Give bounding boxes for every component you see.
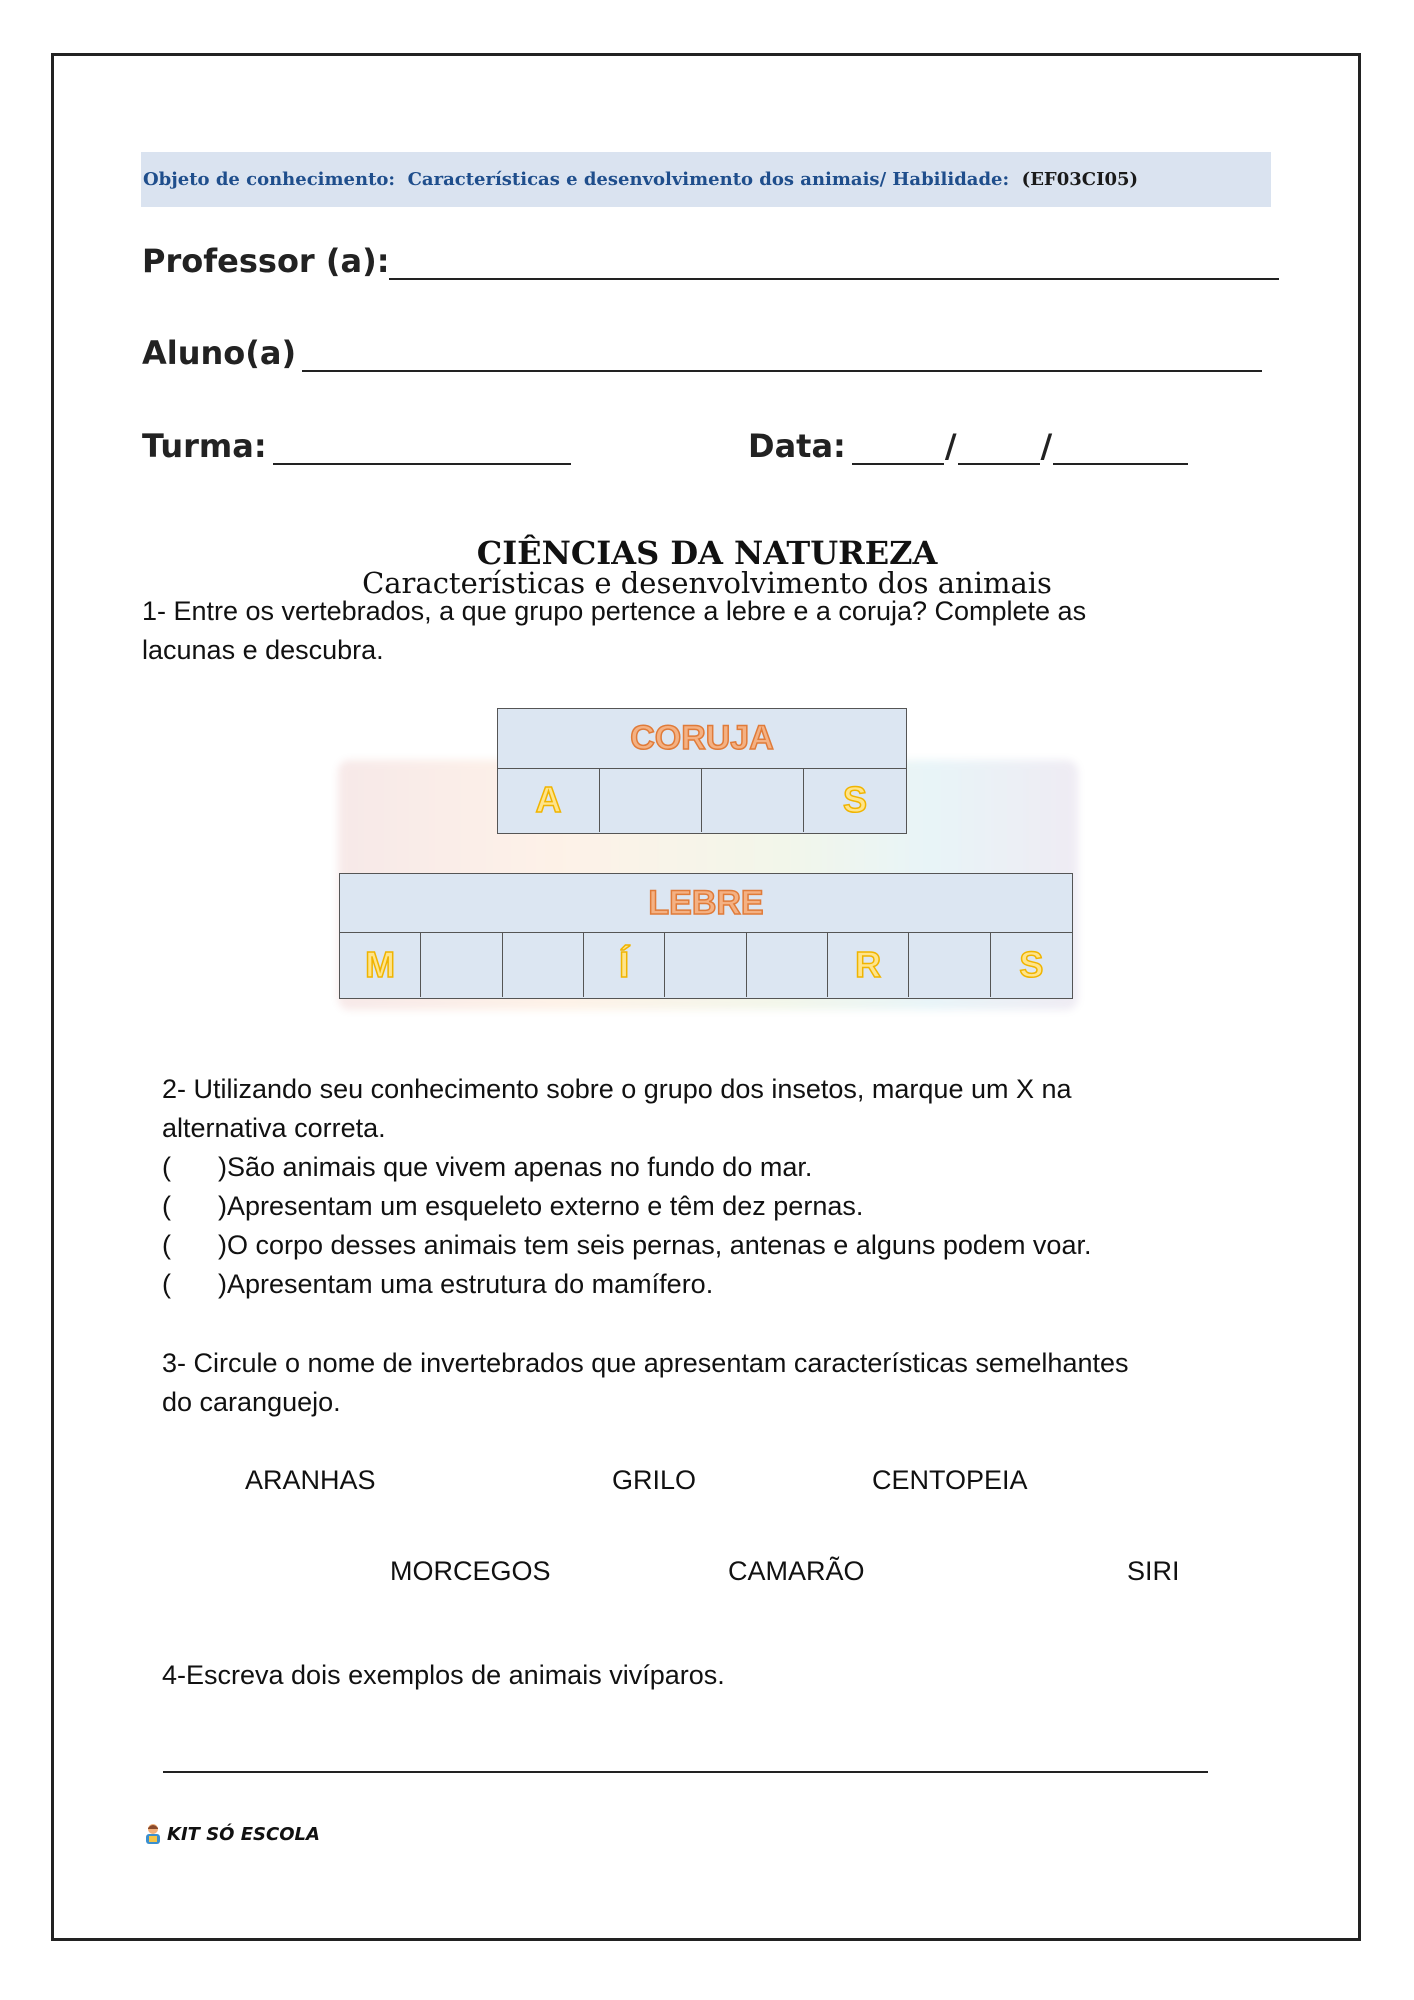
page-title: CIÊNCIAS DA NATUREZA: [476, 534, 938, 572]
data-separator: /: [944, 427, 957, 465]
letter-cell[interactable]: [702, 768, 804, 832]
option-1[interactable]: [162, 1148, 812, 1187]
letter-cell: M: [340, 932, 421, 997]
question-2: [162, 1070, 1072, 1148]
school-kid-icon: [143, 1823, 163, 1845]
aluno-label: Aluno(a): [142, 334, 297, 372]
option-text: )Apresentam uma estrutura do mamífero.: [218, 1269, 714, 1299]
letter-cell: A: [498, 768, 600, 832]
letter-cell[interactable]: [747, 932, 828, 997]
question-1-text: 1- Entre os vertebrados, a que grupo pertence a lebre e a coruja? Complete as: [142, 596, 1087, 626]
professor-label: Professor (a):: [142, 242, 390, 280]
coruja-grid: [497, 708, 907, 834]
question-1: [142, 592, 1086, 670]
letter-cell: Í: [584, 932, 665, 997]
objeto-banner: [141, 152, 1271, 207]
habilidade-code: (EF03CI05): [1021, 169, 1139, 190]
turma-label: Turma:: [142, 427, 267, 465]
letter-cell[interactable]: [600, 768, 702, 832]
letter-cell[interactable]: [421, 932, 502, 997]
logo-text: KIT SÓ ESCOLA: [167, 1823, 320, 1845]
option-checkbox[interactable]: (: [162, 1152, 171, 1182]
option-4[interactable]: [162, 1265, 713, 1304]
option-checkbox[interactable]: (: [162, 1191, 171, 1221]
letter-cell[interactable]: [503, 932, 584, 997]
professor-field: [142, 242, 1279, 280]
letter-cell: S: [842, 779, 867, 820]
question-4: 4-Escreva dois exemplos de animais vivíparos.: [162, 1660, 725, 1690]
option-checkbox[interactable]: (: [162, 1230, 171, 1260]
word-option[interactable]: CAMARÃO: [728, 1556, 865, 1586]
data-day-line[interactable]: [852, 433, 944, 465]
option-text: )Apresentam um esqueleto externo e têm dez pernas.: [218, 1191, 864, 1221]
data-separator: /: [1040, 427, 1053, 465]
word-option[interactable]: ARANHAS: [245, 1465, 376, 1495]
letter-cell[interactable]: [665, 932, 746, 997]
objeto-value: Características e desenvolvimento dos animais/: [407, 169, 887, 190]
word-option[interactable]: GRILO: [612, 1465, 697, 1495]
coruja-header: CORUJA: [498, 709, 906, 769]
question-3: [162, 1344, 1129, 1422]
answer-line[interactable]: [163, 1771, 1208, 1773]
lebre-header: LEBRE: [340, 874, 1072, 933]
letter-cell: R: [828, 932, 909, 997]
aluno-line[interactable]: [302, 340, 1262, 372]
turma-field: [142, 427, 571, 465]
professor-line[interactable]: [389, 248, 1279, 280]
option-checkbox[interactable]: (: [162, 1269, 171, 1299]
word-option[interactable]: SIRI: [1127, 1556, 1180, 1586]
page-subtitle: Características e desenvolvimento dos animais: [362, 566, 1052, 600]
data-field: [748, 427, 1188, 465]
objeto-label: Objeto de conhecimento:: [143, 169, 396, 190]
option-text: )O corpo desses animais tem seis pernas, antenas e alguns podem voar.: [218, 1230, 1092, 1260]
turma-line[interactable]: [273, 433, 571, 465]
data-label: Data:: [748, 427, 846, 465]
habilidade-label: Habilidade:: [892, 169, 1010, 190]
letter-cell[interactable]: [909, 932, 990, 997]
option-3[interactable]: [162, 1226, 1091, 1265]
question-1-text: lacunas e descubra.: [142, 635, 384, 665]
footer-logo: [143, 1823, 320, 1845]
option-text: )São animais que vivem apenas no fundo do mar.: [218, 1152, 813, 1182]
letter-cell: S: [1019, 944, 1044, 985]
word-option[interactable]: CENTOPEIA: [872, 1465, 1028, 1495]
data-month-line[interactable]: [958, 433, 1040, 465]
lebre-grid: [339, 873, 1073, 999]
data-year-line[interactable]: [1053, 433, 1188, 465]
question-3-text: 3- Circule o nome de invertebrados que apresentam características semelhantes: [162, 1348, 1129, 1378]
question-2-text: alternativa correta.: [162, 1113, 386, 1143]
question-2-text: 2- Utilizando seu conhecimento sobre o grupo dos insetos, marque um X na: [162, 1074, 1072, 1104]
option-2[interactable]: [162, 1187, 863, 1226]
aluno-field: [142, 334, 1262, 372]
word-option[interactable]: MORCEGOS: [390, 1556, 551, 1586]
question-3-text: do caranguejo.: [162, 1387, 341, 1417]
